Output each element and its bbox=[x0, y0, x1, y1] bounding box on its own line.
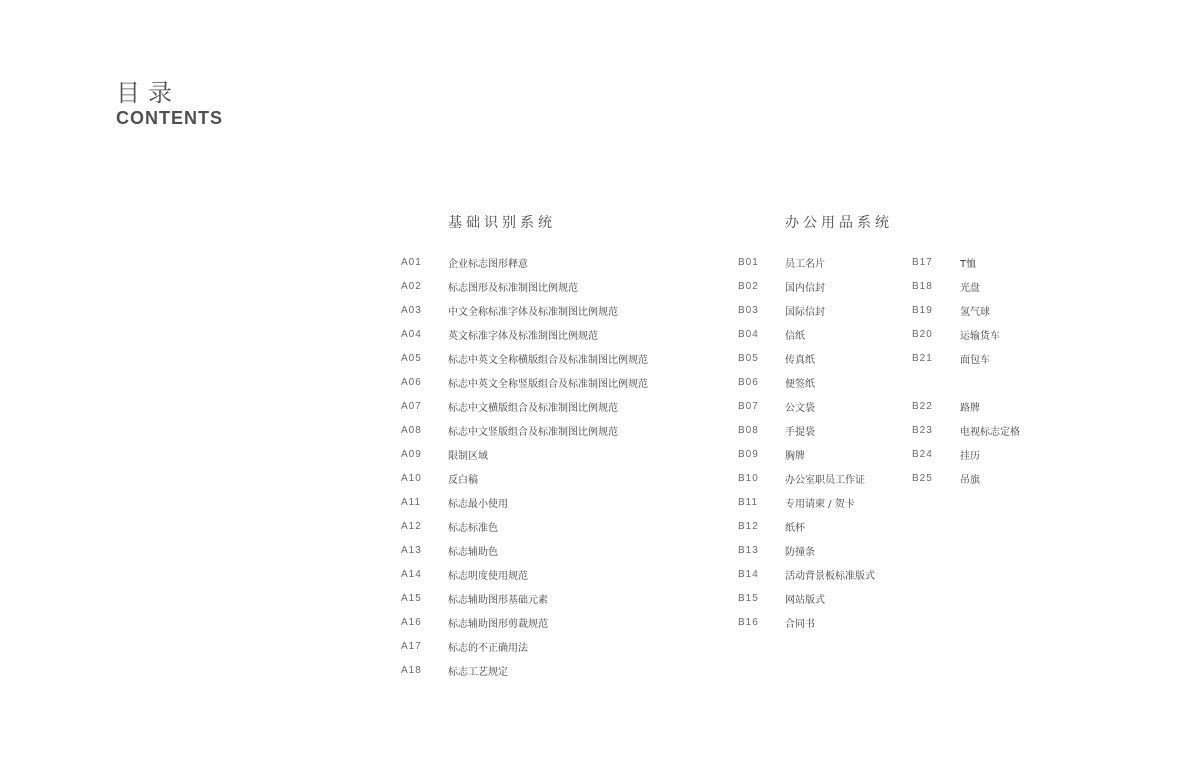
toc-entry[interactable] bbox=[738, 610, 875, 634]
toc-entry[interactable] bbox=[912, 298, 1020, 322]
toc-entry-label: 标志标准色 bbox=[448, 522, 498, 534]
toc-entry[interactable] bbox=[401, 250, 648, 274]
toc-entry-label: 纸杯 bbox=[785, 522, 805, 534]
toc-entry-code: A10 bbox=[401, 472, 422, 484]
toc-entry-code: B08 bbox=[738, 424, 759, 436]
toc-entry-code: B23 bbox=[912, 424, 933, 436]
toc-entry-label: 标志辅助图形剪裁规范 bbox=[448, 618, 548, 630]
toc-entry-label: 手提袋 bbox=[785, 426, 815, 438]
toc-entry-label: 胸牌 bbox=[785, 450, 805, 462]
toc-entry-label: 面包车 bbox=[960, 354, 990, 366]
toc-entry-code: B04 bbox=[738, 328, 759, 340]
toc-entry[interactable] bbox=[401, 538, 648, 562]
toc-entry-label: 吊旗 bbox=[960, 474, 980, 486]
toc-entry-code: A15 bbox=[401, 592, 422, 604]
toc-entry-label: 英文标准字体及标准制图比例规范 bbox=[448, 330, 598, 342]
toc-entry[interactable] bbox=[401, 514, 648, 538]
toc-entry[interactable] bbox=[738, 322, 875, 346]
toc-entry-label: 标志中文竖版组合及标准制图比例规范 bbox=[448, 426, 618, 438]
toc-entry-code: A17 bbox=[401, 640, 422, 652]
toc-entry-code: B21 bbox=[912, 352, 933, 364]
toc-list-office-extra bbox=[912, 250, 1020, 490]
toc-entry-label: 公文袋 bbox=[785, 402, 815, 414]
toc-entry-label: 活动背景板标准版式 bbox=[785, 570, 875, 582]
toc-entry-code: B19 bbox=[912, 304, 933, 316]
toc-entry[interactable] bbox=[912, 394, 1020, 418]
toc-entry-code: B06 bbox=[738, 376, 759, 388]
toc-entry-code: A03 bbox=[401, 304, 422, 316]
toc-entry-code: B10 bbox=[738, 472, 759, 484]
toc-entry[interactable] bbox=[912, 274, 1020, 298]
toc-entry-code: B05 bbox=[738, 352, 759, 364]
toc-entry[interactable] bbox=[738, 562, 875, 586]
toc-entry[interactable] bbox=[401, 562, 648, 586]
toc-entry-code: B16 bbox=[738, 616, 759, 628]
toc-entry-code: A06 bbox=[401, 376, 422, 388]
toc-entry[interactable] bbox=[738, 346, 875, 370]
toc-entry[interactable] bbox=[401, 418, 648, 442]
toc-entry[interactable] bbox=[912, 466, 1020, 490]
section-title-basic: 基础识别系统 bbox=[448, 215, 556, 231]
toc-entry-label: 运输货车 bbox=[960, 330, 1000, 342]
toc-entry-code: A02 bbox=[401, 280, 422, 292]
toc-entry-label: 传真纸 bbox=[785, 354, 815, 366]
toc-entry[interactable] bbox=[401, 346, 648, 370]
toc-list-basic bbox=[401, 250, 648, 682]
toc-entry-label: 国际信封 bbox=[785, 306, 825, 318]
toc-entry-code: B15 bbox=[738, 592, 759, 604]
toc-entry[interactable] bbox=[401, 370, 648, 394]
toc-entry-code: B24 bbox=[912, 448, 933, 460]
toc-entry-code: B07 bbox=[738, 400, 759, 412]
toc-entry-code: B01 bbox=[738, 256, 759, 268]
toc-entry-code: A18 bbox=[401, 664, 422, 676]
toc-entry[interactable] bbox=[912, 418, 1020, 442]
toc-entry-code: A14 bbox=[401, 568, 422, 580]
toc-entry-label: 挂历 bbox=[960, 450, 980, 462]
toc-entry[interactable] bbox=[738, 538, 875, 562]
toc-entry-code: A01 bbox=[401, 256, 422, 268]
toc-entry[interactable] bbox=[738, 514, 875, 538]
toc-entry[interactable] bbox=[912, 346, 1020, 370]
toc-entry-label: T恤 bbox=[960, 258, 977, 270]
toc-entry[interactable] bbox=[401, 322, 648, 346]
toc-entry-label: 国内信封 bbox=[785, 282, 825, 294]
toc-entry-label: 路牌 bbox=[960, 402, 980, 414]
toc-entry[interactable] bbox=[738, 298, 875, 322]
toc-entry-label: 标志中英文全称竖版组合及标准制图比例规范 bbox=[448, 378, 648, 390]
toc-entry[interactable] bbox=[401, 394, 648, 418]
toc-entry[interactable] bbox=[401, 658, 648, 682]
toc-entry[interactable] bbox=[912, 322, 1020, 346]
toc-entry-code: B03 bbox=[738, 304, 759, 316]
toc-entry[interactable] bbox=[738, 250, 875, 274]
toc-entry-label: 标志工艺规定 bbox=[448, 666, 508, 678]
toc-entry-label: 网站版式 bbox=[785, 594, 825, 606]
toc-entry-label: 标志的不正确用法 bbox=[448, 642, 528, 654]
toc-entry-code: A09 bbox=[401, 448, 422, 460]
toc-entry[interactable] bbox=[738, 370, 875, 394]
toc-entry-code: B25 bbox=[912, 472, 933, 484]
toc-entry[interactable] bbox=[401, 466, 648, 490]
toc-entry[interactable] bbox=[401, 274, 648, 298]
toc-entry-label: 员工名片 bbox=[785, 258, 825, 270]
toc-list-office bbox=[738, 250, 875, 634]
toc-entry-label: 标志最小使用 bbox=[448, 498, 508, 510]
toc-entry[interactable] bbox=[401, 298, 648, 322]
toc-entry-code: A04 bbox=[401, 328, 422, 340]
toc-entry-code: A12 bbox=[401, 520, 422, 532]
toc-entry-code: B17 bbox=[912, 256, 933, 268]
toc-entry-code: A16 bbox=[401, 616, 422, 628]
toc-entry[interactable] bbox=[738, 418, 875, 442]
toc-entry-label: 标志辅助图形基础元素 bbox=[448, 594, 548, 606]
toc-entry[interactable] bbox=[401, 586, 648, 610]
page-title-cn: 目录 bbox=[116, 79, 180, 107]
toc-entry-label: 办公室职员工作证 bbox=[785, 474, 865, 486]
toc-group-gap bbox=[912, 370, 1020, 394]
toc-entry-label: 光盘 bbox=[960, 282, 980, 294]
toc-entry[interactable] bbox=[401, 490, 648, 514]
toc-entry[interactable] bbox=[401, 442, 648, 466]
toc-entry-label: 标志辅助色 bbox=[448, 546, 498, 558]
toc-entry-code: A08 bbox=[401, 424, 422, 436]
toc-entry[interactable] bbox=[401, 610, 648, 634]
toc-entry[interactable] bbox=[401, 634, 648, 658]
toc-entry-code: B18 bbox=[912, 280, 933, 292]
toc-entry-label: 信纸 bbox=[785, 330, 805, 342]
toc-entry[interactable] bbox=[738, 442, 875, 466]
toc-entry-label: 专用请柬 / 贺卡 bbox=[785, 498, 855, 510]
toc-entry-label: 企业标志图形释意 bbox=[448, 258, 528, 270]
toc-entry[interactable] bbox=[912, 250, 1020, 274]
toc-entry[interactable] bbox=[738, 466, 875, 490]
toc-entry[interactable] bbox=[738, 586, 875, 610]
page-title-en: CONTENTS bbox=[116, 108, 223, 128]
toc-entry[interactable] bbox=[912, 442, 1020, 466]
toc-entry-label: 标志明度使用规范 bbox=[448, 570, 528, 582]
toc-entry[interactable] bbox=[738, 394, 875, 418]
toc-entry-label: 标志中英文全称横版组合及标准制图比例规范 bbox=[448, 354, 648, 366]
toc-entry[interactable] bbox=[738, 274, 875, 298]
section-title-office: 办公用品系统 bbox=[785, 215, 893, 231]
toc-entry-label: 反白稿 bbox=[448, 474, 478, 486]
toc-entry-label: 合同书 bbox=[785, 618, 815, 630]
toc-entry-code: B09 bbox=[738, 448, 759, 460]
toc-entry-label: 中文全称标准字体及标准制图比例规范 bbox=[448, 306, 618, 318]
toc-entry-code: B20 bbox=[912, 328, 933, 340]
toc-entry-code: B11 bbox=[738, 496, 759, 508]
toc-entry-label: 防撞条 bbox=[785, 546, 815, 558]
toc-entry-code: A07 bbox=[401, 400, 422, 412]
toc-entry-label: 标志中文横版组合及标准制图比例规范 bbox=[448, 402, 618, 414]
toc-entry-code: B14 bbox=[738, 568, 759, 580]
toc-entry-code: B13 bbox=[738, 544, 759, 556]
toc-entry-label: 限制区域 bbox=[448, 450, 488, 462]
toc-entry-code: A13 bbox=[401, 544, 422, 556]
toc-entry-label: 氢气球 bbox=[960, 306, 990, 318]
toc-entry[interactable] bbox=[738, 490, 875, 514]
toc-entry-code: B22 bbox=[912, 400, 933, 412]
toc-entry-label: 标志图形及标准制图比例规范 bbox=[448, 282, 578, 294]
toc-entry-code: A05 bbox=[401, 352, 422, 364]
toc-entry-code: A11 bbox=[401, 496, 422, 508]
toc-entry-label: 便签纸 bbox=[785, 378, 815, 390]
toc-entry-code: B02 bbox=[738, 280, 759, 292]
toc-entry-label: 电视标志定格 bbox=[960, 426, 1020, 438]
toc-entry-code: B12 bbox=[738, 520, 759, 532]
